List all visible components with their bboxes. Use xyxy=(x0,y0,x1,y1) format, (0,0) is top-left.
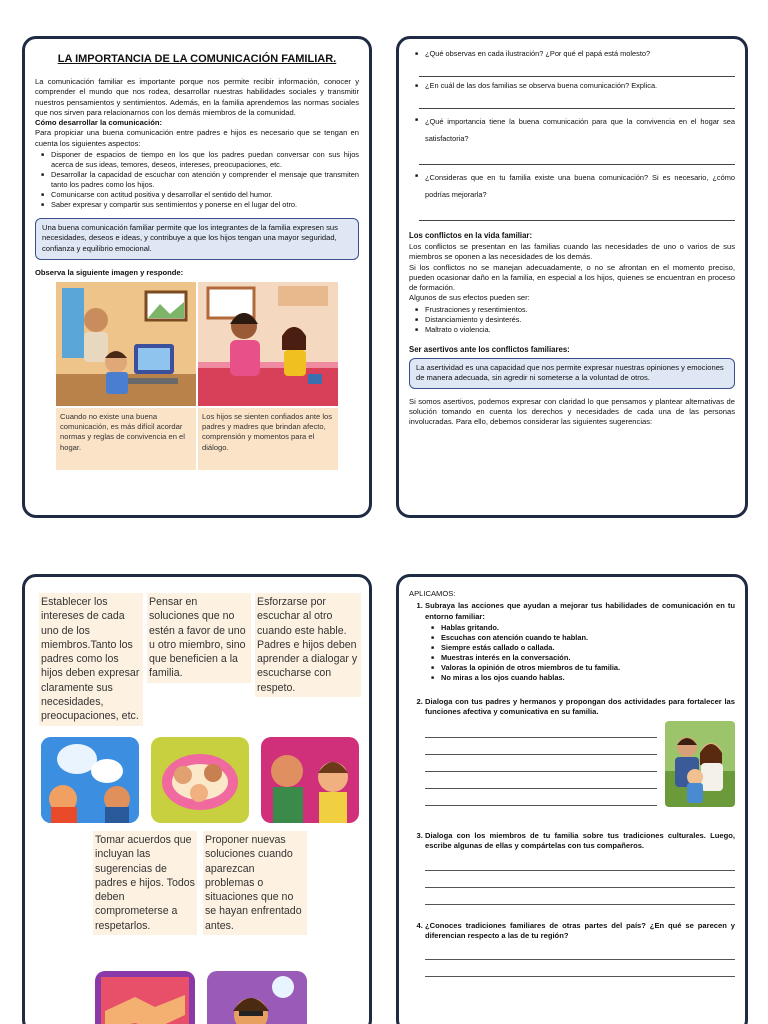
suggestions-card xyxy=(22,574,372,1024)
answer-line[interactable] xyxy=(425,738,657,755)
question-4: ■ ¿Consideras que en tu familia existe una buena comunicación? Si es necesario, ¿cómo podrías mejorarla? xyxy=(415,169,735,203)
family-dialogue-illustration xyxy=(198,282,338,406)
assertive-heading: Ser asertivos ante los conflictos familiares: xyxy=(409,344,570,354)
option-item[interactable]: ■ Escuchas con atención cuando te hablan. xyxy=(431,633,735,643)
handshake-icon xyxy=(95,971,195,1024)
task-2-text: Dialoga con tus padres y hermanos y propongan dos actividades para fortalecer las funciones afectiva y comunicativa en su familia. xyxy=(425,696,735,716)
task-1-text: Subraya las acciones que ayudan a mejorar tus habilidades de comunicación en tu entorno familiar: xyxy=(425,601,735,621)
family-circle-icon xyxy=(151,737,249,823)
list-item: ■ Comunicarse con actitud positiva y desarrollar el sentido del humor. xyxy=(41,190,359,200)
question-1: ■ ¿Qué observas en cada ilustración? ¿Por qué el papá está molesto? xyxy=(415,49,735,59)
answer-line[interactable] xyxy=(425,755,657,772)
option-item[interactable]: ■ Valoras la opinión de otros miembros de tu familia. xyxy=(431,663,735,673)
activities-heading: APLICAMOS: xyxy=(409,589,456,598)
task-1 xyxy=(425,601,735,682)
task-3 xyxy=(425,831,735,905)
task-3-text: Dialoga con los miembros de tu familia sobre tus tradiciones culturales. Luego, escribe algunas de ellas y compártelas con tus compañeros. xyxy=(425,831,735,851)
answer-line-1[interactable] xyxy=(419,59,735,77)
effects-list xyxy=(415,305,735,335)
answer-line[interactable] xyxy=(425,943,735,960)
caption-right: Los hijos se sienten confiados ante los padres y madres que brindan afecto, comprensión y momentos para el diálogo. xyxy=(198,408,338,470)
conflicts-paragraph-2: Si los conflictos no se manejan adecuadamente, o no se afrontan en el momento preciso, pueden ocasionar daño en la familia, en especial a los hijos, quienes se encuentran en proceso de formación. xyxy=(409,262,735,293)
idea-icon xyxy=(207,971,307,1024)
option-item[interactable]: ■ Siempre estás callado o callada. xyxy=(431,643,735,653)
task-4-text: ¿Conoces tradiciones familiares de otras partes del país? ¿En qué se parecen y diferencian respecto a las de tu región? xyxy=(425,920,735,940)
task-2 xyxy=(425,697,735,826)
task-3-answer-area xyxy=(425,854,735,905)
question-2: ■ ¿En cuál de las dos familias se observa buena comunicación? Explica. xyxy=(415,81,735,91)
conflicts-paragraph-1: Los conflictos se presentan en las familias cuando las necesidades de uno o varios de sus miembros se oponen a las necesidades de los demás. xyxy=(409,242,735,262)
questions-list xyxy=(415,49,735,59)
list-item: ■ Desarrollar la capacidad de escuchar con atención y comprender el mensaje que transmiten tanto los padres como los hijos. xyxy=(41,170,359,190)
family-photo xyxy=(665,721,735,807)
suggestion-new-solutions: Proponer nuevas soluciones cuando aparezcan problemas o situaciones que no se hayan enfrentado antes. xyxy=(203,831,307,935)
assertive-box: La asertividad es una capacidad que nos permite expresar nuestras opiniones y emociones de manera adecuada, sin agredir ni someterse a la voluntad de otros. xyxy=(409,358,735,389)
answer-line[interactable] xyxy=(425,789,657,806)
suggestion-agreements: Tomar acuerdos que incluyan las sugerencias de padres e hijos. Todos deben comprometerse a respetarlos. xyxy=(93,831,197,935)
task-1-options xyxy=(431,623,735,683)
page-title: LA IMPORTANCIA DE LA COMUNICACIÓN FAMILIAR. xyxy=(57,53,337,65)
answer-line[interactable] xyxy=(425,871,735,888)
task-4 xyxy=(425,921,735,978)
answer-line[interactable] xyxy=(425,960,735,977)
dialogue-icon xyxy=(41,737,139,823)
observe-instruction: Observa la siguiente imagen y responde: xyxy=(35,267,184,277)
option-item[interactable]: ■ Hablas gritando. xyxy=(431,623,735,633)
answer-line[interactable] xyxy=(425,721,657,738)
list-item: ■ Saber expresar y compartir sus sentimientos y ponerse en el lugar del otro. xyxy=(41,200,359,210)
answer-line-3[interactable] xyxy=(419,147,735,165)
list-item: ■ Maltrato o violencia. xyxy=(415,325,735,335)
how-heading: Cómo desarrollar la comunicación: xyxy=(35,118,163,127)
answer-line[interactable] xyxy=(425,854,735,871)
how-intro: Para propiciar una buena comunicación entre padres e hijos es necesario que se tengan en cuenta los siguientes aspectos: xyxy=(35,128,359,148)
list-item: ■ Frustraciones y resentimientos. xyxy=(415,305,735,315)
questions-list xyxy=(415,169,735,203)
option-item[interactable]: ■ Muestras interés en la conversación. xyxy=(431,653,735,663)
answer-line[interactable] xyxy=(425,772,657,789)
questions-list xyxy=(415,81,735,91)
option-item[interactable]: ■ No miras a los ojos cuando hablas. xyxy=(431,673,735,683)
suggestion-listen: Esforzarse por escuchar al otro cuando este hable. Padres e hijos deben aprender a dialogar y escucharse con respeto. xyxy=(255,593,361,697)
questions-list xyxy=(415,113,735,147)
answer-line[interactable] xyxy=(425,888,735,905)
highlight-box: Una buena comunicación familiar permite que los integrantes de la familia expresen sus necesidades, deseos e ideas, y contribuye a que los hijos tengan una mayor seguridad, confianza y equilibrio emocional. xyxy=(35,218,359,260)
list-item: ■ Distanciamiento y desinterés. xyxy=(415,315,735,325)
answer-line-2[interactable] xyxy=(419,91,735,109)
angry-father-illustration xyxy=(56,282,196,406)
suggestion-solutions: Pensar en soluciones que no estén a favor de uno u otro miembro, sino que beneficien a la familia. xyxy=(147,593,251,683)
task-2-answer-area xyxy=(425,721,735,825)
listening-icon xyxy=(261,737,359,823)
suggestion-interests: Establecer los intereses de cada uno de los miembros.Tanto los padres como los hijos deben expresar claramente sus necesidades, preocupaciones, etc. xyxy=(39,593,143,726)
info-card-communication xyxy=(22,36,372,518)
assertive-paragraph: Si somos asertivos, podemos expresar con claridad lo que pensamos y plantear alternativas de solución tomando en cuenta los derechos y necesidades de cada una de las personas involucradas. Para ello, debemos considerar las siguientes sugerencias: xyxy=(409,396,735,427)
task-4-answer-area xyxy=(425,943,735,977)
questions-conflicts-card xyxy=(396,36,748,518)
answer-line-4[interactable] xyxy=(419,203,735,221)
question-3: ■ ¿Qué importancia tiene la buena comunicación para que la convivencia en el hogar sea satisfactoria? xyxy=(415,113,735,147)
caption-left: Cuando no existe una buena comunicación, es más difícil acordar normas y reglas de convivencia en el hogar. xyxy=(56,408,196,470)
list-item: ■ Disponer de espacios de tiempo en los que los padres puedan conversar con sus hijos acerca de sus ideas, temores, deseos, intereses, preocupaciones, etc. xyxy=(41,150,359,170)
effects-intro: Algunos de sus efectos pueden ser: xyxy=(409,293,530,303)
activities-card xyxy=(396,574,748,1024)
conflicts-heading: Los conflictos en la vida familiar: xyxy=(409,231,533,241)
tasks-list xyxy=(425,601,735,977)
intro-paragraph: La comunicación familiar es importante porque nos permite recibir información, conocer y comprender el mundo que nos rodea, desarrollar nuestras habilidades sociales y transmitir nuestros pensamientos y sentimientos. Además, en la familia aprendemos las normas sociales que nos sirven para relacionarnos con los demás miembros de la comunidad. xyxy=(35,77,359,117)
aspects-list xyxy=(41,150,359,210)
illustration-pair xyxy=(56,282,338,470)
